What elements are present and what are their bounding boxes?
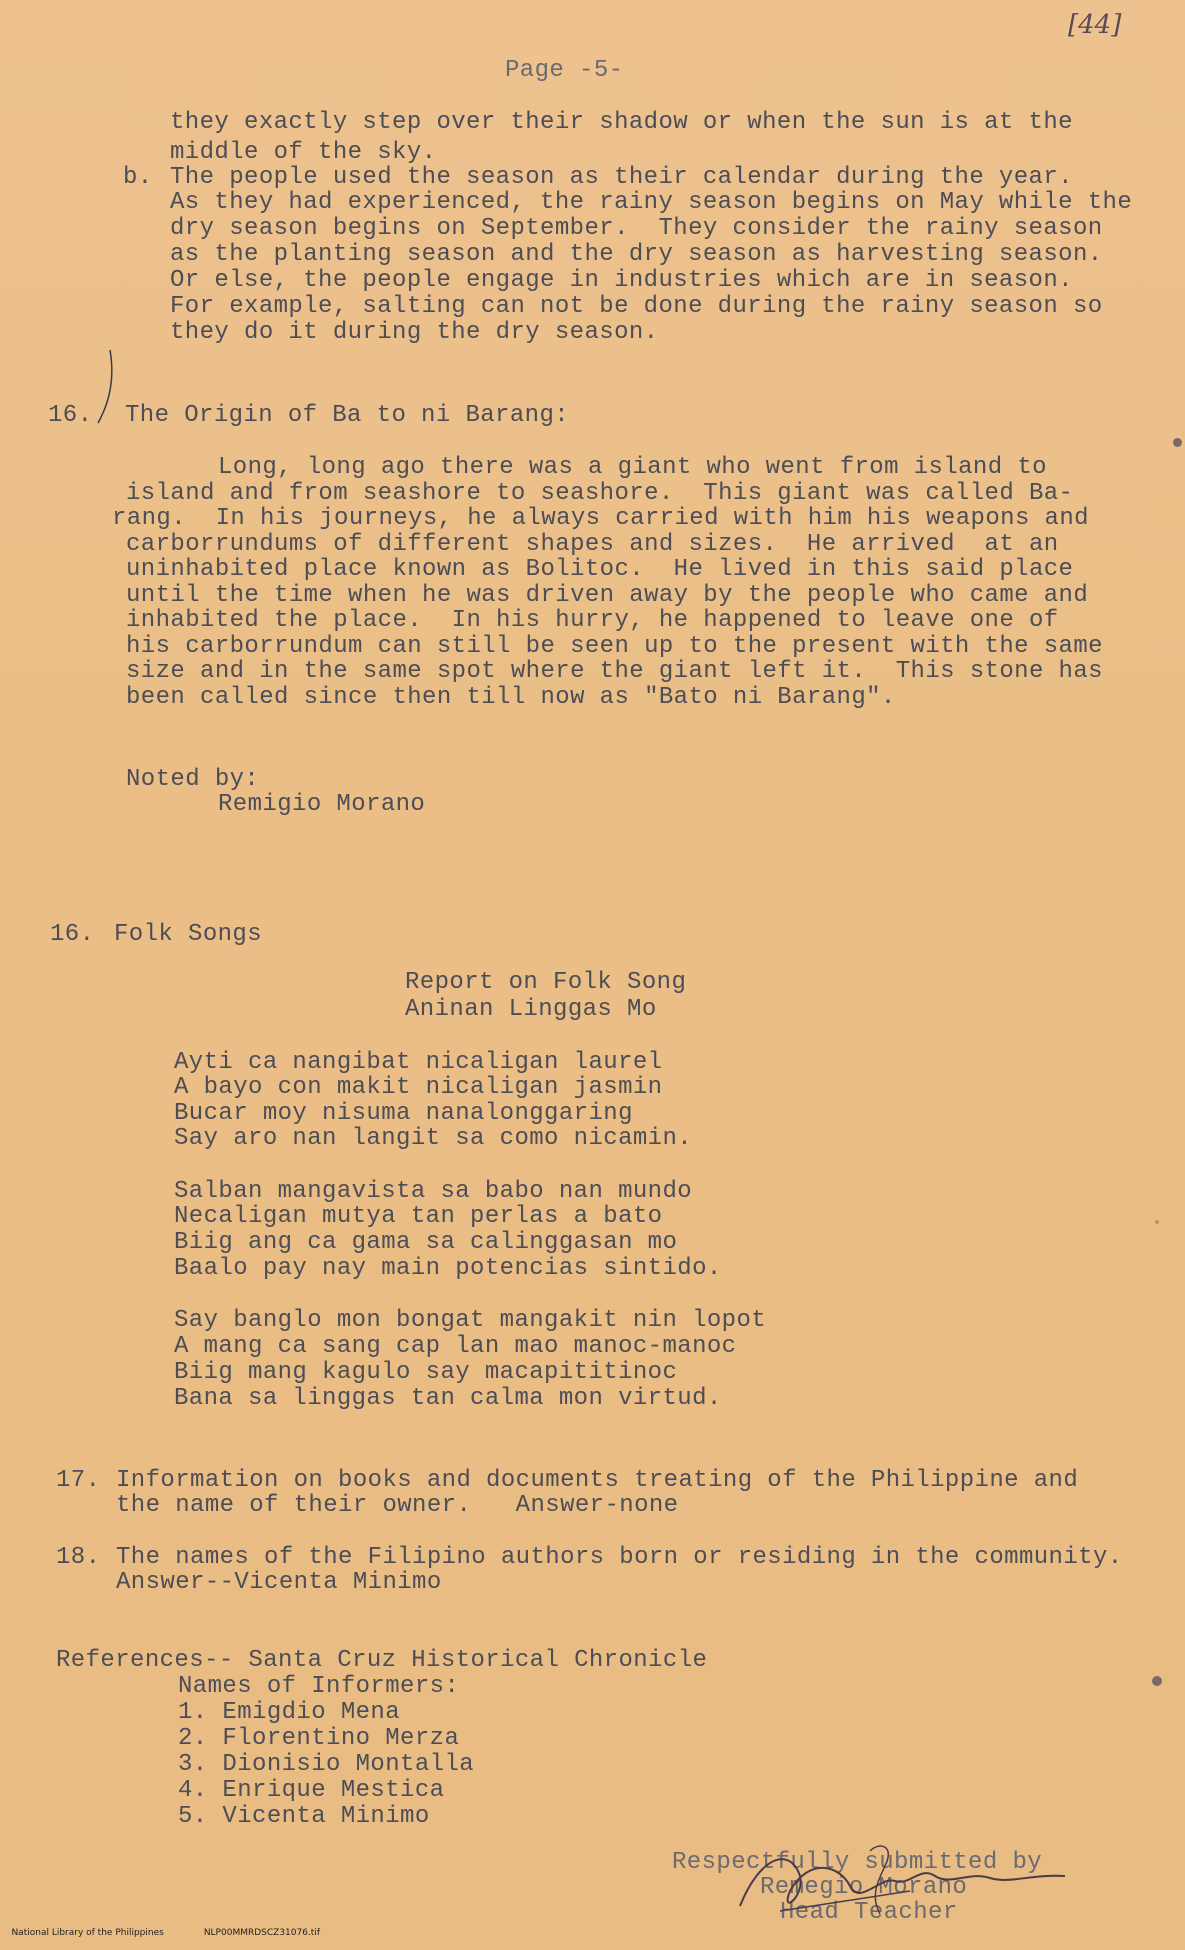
footer-file: NLP00MMRDSCZ31076.tif bbox=[203, 1928, 321, 1938]
calendar-b-line: as the planting season and the dry season as harvesting season. bbox=[170, 241, 1103, 268]
song-line: Baalo pay nay main potencias sintido. bbox=[174, 1255, 722, 1282]
origin-line: island and from seashore to seashore. This giant was called Ba- bbox=[126, 480, 1074, 507]
calendar-b-line: they do it during the dry season. bbox=[170, 319, 659, 346]
song-line: Biig ang ca gama sa calinggasan mo bbox=[174, 1229, 678, 1256]
stain-dot bbox=[1152, 1676, 1162, 1686]
calendar-b-line: For example, salting can not be done during the rainy season so bbox=[170, 293, 1103, 320]
item17-number: 17. bbox=[56, 1467, 101, 1494]
stain-dot bbox=[1173, 438, 1182, 447]
calendar-b-line: As they had experienced, the rainy season begins on May while the bbox=[170, 189, 1133, 216]
noted-by-name: Remigio Morano bbox=[218, 791, 426, 818]
item17-line-2: the name of their owner. Answer-none bbox=[116, 1492, 679, 1519]
song-line: Say banglo mon bongat mangakit nin lopot bbox=[174, 1307, 767, 1334]
submitted-by: Respectfully submitted by bbox=[672, 1849, 1043, 1876]
origin-line: uninhabited place known as Bolitoc. He lived in this said place bbox=[126, 556, 1074, 583]
song-line: Salban mangavista sa babo nan mundo bbox=[174, 1178, 693, 1205]
pencil-mark bbox=[92, 348, 122, 428]
archive-number: [44] bbox=[1068, 10, 1122, 40]
origin-line: rang. In his journeys, he always carried with him his weapons and bbox=[112, 505, 1089, 532]
informer-item: 4. Enrique Mestica bbox=[178, 1777, 445, 1804]
stain-dot bbox=[1155, 1220, 1159, 1224]
folk-songs-number: 16. bbox=[50, 921, 95, 948]
origin-line: inhabited the place. In his hurry, he happened to leave one of bbox=[126, 607, 1059, 634]
calendar-line-1: they exactly step over their shadow or when the sun is at the bbox=[170, 109, 1073, 136]
origin-line: size and in the same spot where the giant left it. This stone has bbox=[126, 658, 1103, 685]
song-line: Biig mang kagulo say macapititinoc bbox=[174, 1359, 678, 1386]
informer-item: 1. Emigdio Mena bbox=[178, 1699, 401, 1726]
item18-number: 18. bbox=[56, 1544, 101, 1571]
calendar-b-line: Or else, the people engage in industries which are in season. bbox=[170, 267, 1073, 294]
origin-number: 16. bbox=[48, 402, 93, 429]
references-line: References-- Santa Cruz Historical Chronicle bbox=[56, 1647, 708, 1674]
song-line: Say aro nan langit sa como nicamin. bbox=[174, 1125, 693, 1152]
folk-songs-title: Folk Songs bbox=[114, 921, 263, 948]
song-line: A mang ca sang cap lan mao manoc-manoc bbox=[174, 1333, 737, 1360]
song-line: A bayo con makit nicaligan jasmin bbox=[174, 1074, 663, 1101]
song-line: Ayti ca nangibat nicaligan laurel bbox=[174, 1049, 663, 1076]
origin-line: been called since then till now as "Bato ni Barang". bbox=[126, 684, 896, 711]
handwritten-signature bbox=[720, 1836, 1080, 1926]
archive-footer bbox=[0, 1918, 360, 1948]
item17-line-1: Information on books and documents treating of the Philippine and bbox=[116, 1467, 1079, 1494]
calendar-b-line: dry season begins on September. They consider the rainy season bbox=[170, 215, 1103, 242]
calendar-line-2: middle of the sky. bbox=[170, 139, 437, 166]
origin-title: The Origin of Ba to ni Barang: bbox=[125, 402, 570, 429]
signer-title: Head Teacher bbox=[780, 1899, 958, 1926]
signer-name: Remegio Morano bbox=[760, 1874, 968, 1901]
song-line: Bucar moy nisuma nanalonggaring bbox=[174, 1100, 633, 1127]
footer-library: National Library of the Philippines bbox=[11, 1928, 164, 1938]
origin-line: carborrundums of different shapes and sizes. He arrived at an bbox=[126, 531, 1059, 558]
informer-item: 2. Florentino Merza bbox=[178, 1725, 460, 1752]
page-header: Page -5- bbox=[505, 57, 624, 84]
report-title: Report on Folk Song bbox=[405, 969, 687, 996]
song-line: Bana sa linggas tan calma mon virtud. bbox=[174, 1385, 722, 1412]
origin-line: Long, long ago there was a giant who went from island to bbox=[218, 454, 1047, 481]
informer-item: 3. Dionisio Montalla bbox=[178, 1751, 475, 1778]
informer-item: 5. Vicenta Minimo bbox=[178, 1803, 430, 1830]
calendar-b-label: b. bbox=[123, 164, 153, 191]
origin-line: until the time when he was driven away by the people who came and bbox=[126, 582, 1089, 609]
item18-line-1: The names of the Filipino authors born or residing in the community. bbox=[116, 1544, 1123, 1571]
song-title: Aninan Linggas Mo bbox=[405, 996, 657, 1023]
informers-label: Names of Informers: bbox=[178, 1673, 460, 1700]
calendar-b-line: The people used the season as their calendar during the year. bbox=[170, 164, 1073, 191]
item18-line-2: Answer--Vicenta Minimo bbox=[116, 1569, 442, 1596]
origin-line: his carborrundum can still be seen up to the present with the same bbox=[126, 633, 1103, 660]
song-line: Necaligan mutya tan perlas a bato bbox=[174, 1203, 663, 1230]
noted-by-label: Noted by: bbox=[126, 766, 260, 793]
